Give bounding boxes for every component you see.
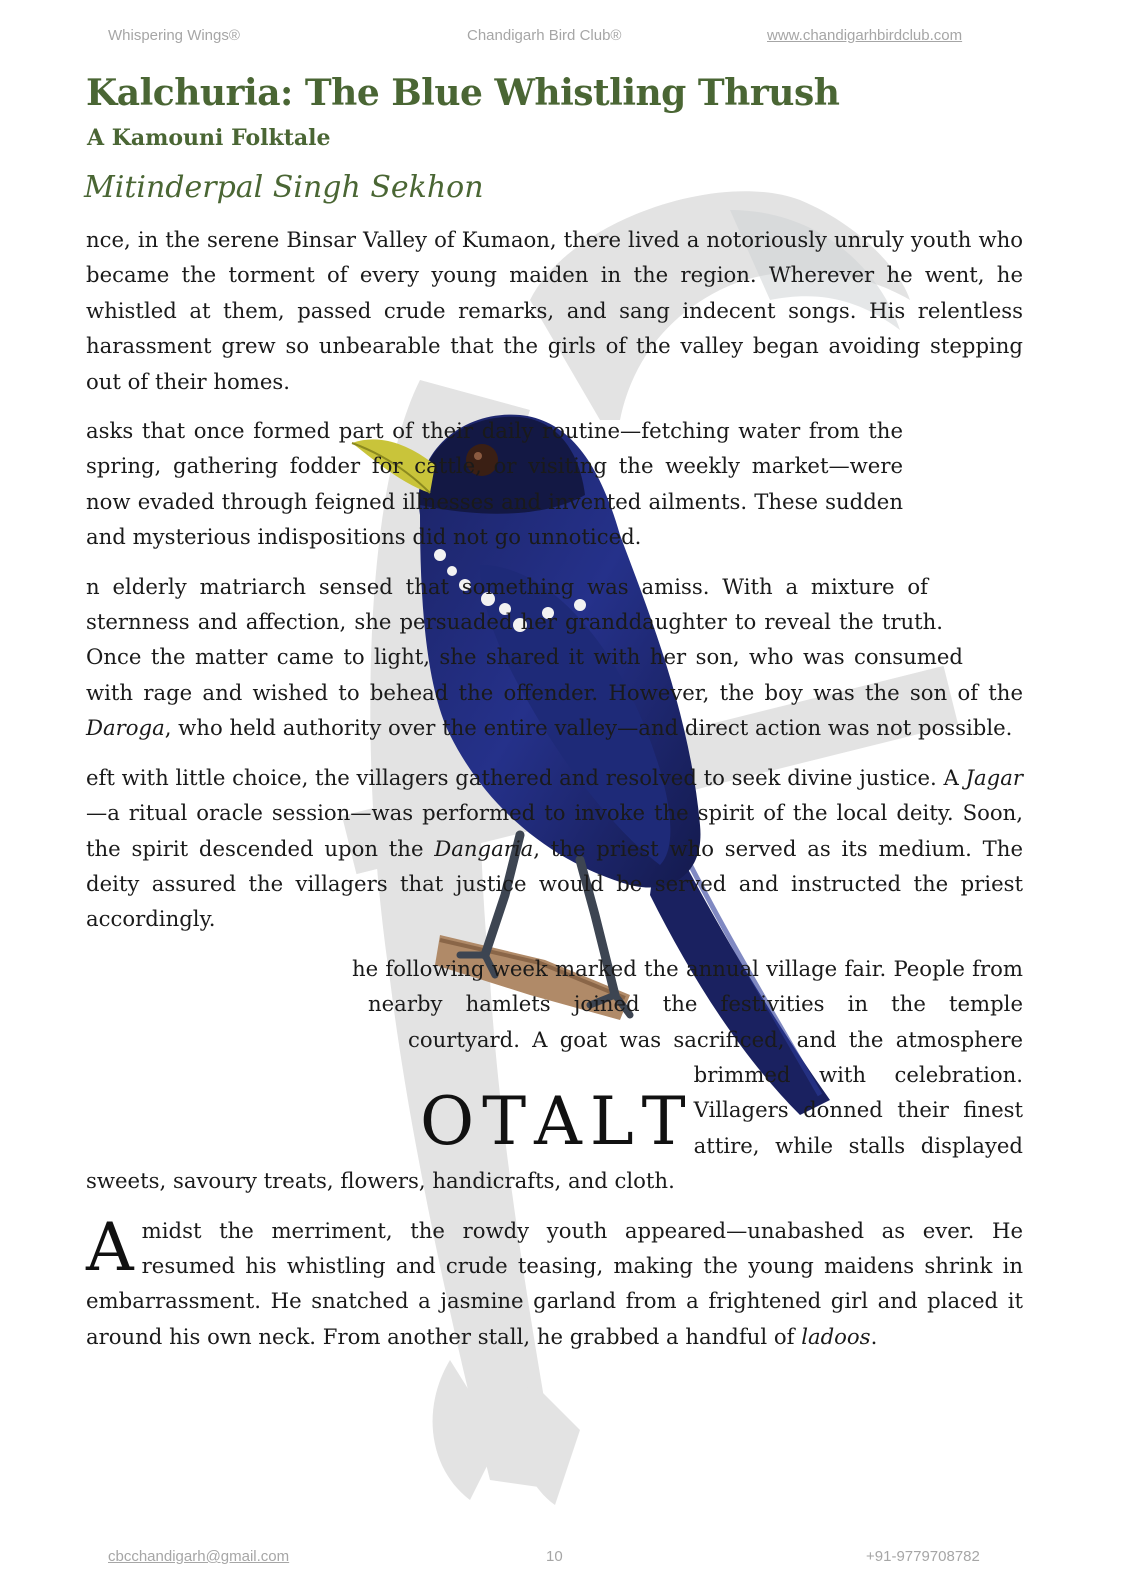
paragraph-text: n elderly matriarch sensed that something was amiss. With a mixture of sternness and affection, she persuaded her granddaughter to reveal the truth. Once the matter came to light, she shared it with her son, who was consumed with rage and wished to behead the offender. However, the boy was the son of the — [86, 573, 1023, 705]
text-wrap-spacer — [928, 567, 1023, 602]
header-publication: Whispering Wings® — [108, 27, 240, 44]
paragraph-text: . — [870, 1323, 878, 1349]
text-wrap-spacer — [928, 427, 1023, 462]
paragraph-text: midst the merriment, the rowdy youth appeared—unabashed as ever. He resumed his whistling and crude teasing, making the young maidens shrink in embarrassment. He snatched a jasmine garland from a frightened girl and placed it around his own neck. From another stall, he grabbed a handful of — [86, 1217, 1023, 1349]
article-subtitle: A Kamouni Folktale — [87, 125, 331, 151]
paragraph-text: he following week marked the annual village fair. People from nearby hamlets joined the festivities in the temple courtyard. A goat was sacrificed, and the atmosphere brimmed with celebration. Villagers donned their finest attire, while stalls displayed sweets, savoury treats, flowers, handicrafts, and cloth. — [86, 955, 1023, 1194]
italic-term: Dangaria — [434, 835, 534, 861]
paragraph-text: , the priest who served as its medium. The deity assured the villagers that justice would be served and instructed the priest accordingly. — [86, 835, 1023, 932]
text-wrap-spacer — [903, 392, 1023, 427]
drop-cap: L — [589, 1083, 634, 1160]
text-wrap-spacer — [873, 532, 1023, 567]
article-author: Mitinderpal Singh Sekhon — [84, 170, 484, 205]
text-wrap-spacer — [925, 462, 1023, 497]
drop-cap: A — [86, 1208, 134, 1286]
text-wrap-spacer — [943, 602, 1023, 637]
article-body — [86, 222, 1023, 1368]
paragraph-text: —a ritual oracle session—was performed to invoke the spirit of the local deity. Soon, the spirit descended upon the — [86, 800, 1023, 861]
italic-term: Daroga — [86, 715, 165, 741]
paragraph-text: eft with little choice, the villagers gathered and resolved to seek divine justice. A — [86, 764, 966, 790]
paragraph-text: nce, in the serene Binsar Valley of Kumaon, there lived a notoriously unruly youth who became the torment of every young maiden in the region. Wherever he went, he whistled at them, passed crude remarks, and sang indecent songs. His relentless harassment grew so unbearable that the girls of the valley began avoiding stepping out of their homes. — [86, 227, 1023, 394]
story-paragraphs — [86, 222, 1023, 1354]
paragraph-text: , who held authority over the entire valley—and direct action was not possible. — [164, 715, 1013, 741]
footer-email-link[interactable]: cbcchandigarh@gmail.com — [108, 1548, 290, 1565]
page-header — [0, 27, 1124, 51]
drop-cap: A — [534, 1083, 582, 1160]
drop-cap: T — [482, 1083, 527, 1160]
text-wrap-spacer — [903, 497, 1023, 532]
italic-term: ladoos — [801, 1323, 871, 1349]
italic-term: Jagar — [965, 764, 1023, 790]
drop-cap: O — [420, 1083, 475, 1160]
story-paragraph — [86, 1208, 1023, 1355]
drop-cap: T — [641, 1083, 686, 1160]
header-club-name: Chandigarh Bird Club® — [467, 27, 622, 44]
page-number: 10 — [546, 1548, 563, 1565]
paragraph-text: asks that once formed part of their daily routine—fetching water from the spring, gathering fodder for cattle, or visiting the weekly market—were now evaded through feigned illnesses and invented ailments. These sudden and mysterious indispositions did not go unnoticed. — [86, 418, 903, 550]
article-title: Kalchuria: The Blue Whistling Thrush — [86, 72, 840, 114]
footer-phone: +91-9779708782 — [866, 1548, 980, 1565]
text-wrap-spacer — [963, 637, 1023, 672]
page-footer — [0, 1548, 1124, 1572]
header-website-link[interactable]: www.chandigarhbirdclub.com — [767, 27, 963, 44]
